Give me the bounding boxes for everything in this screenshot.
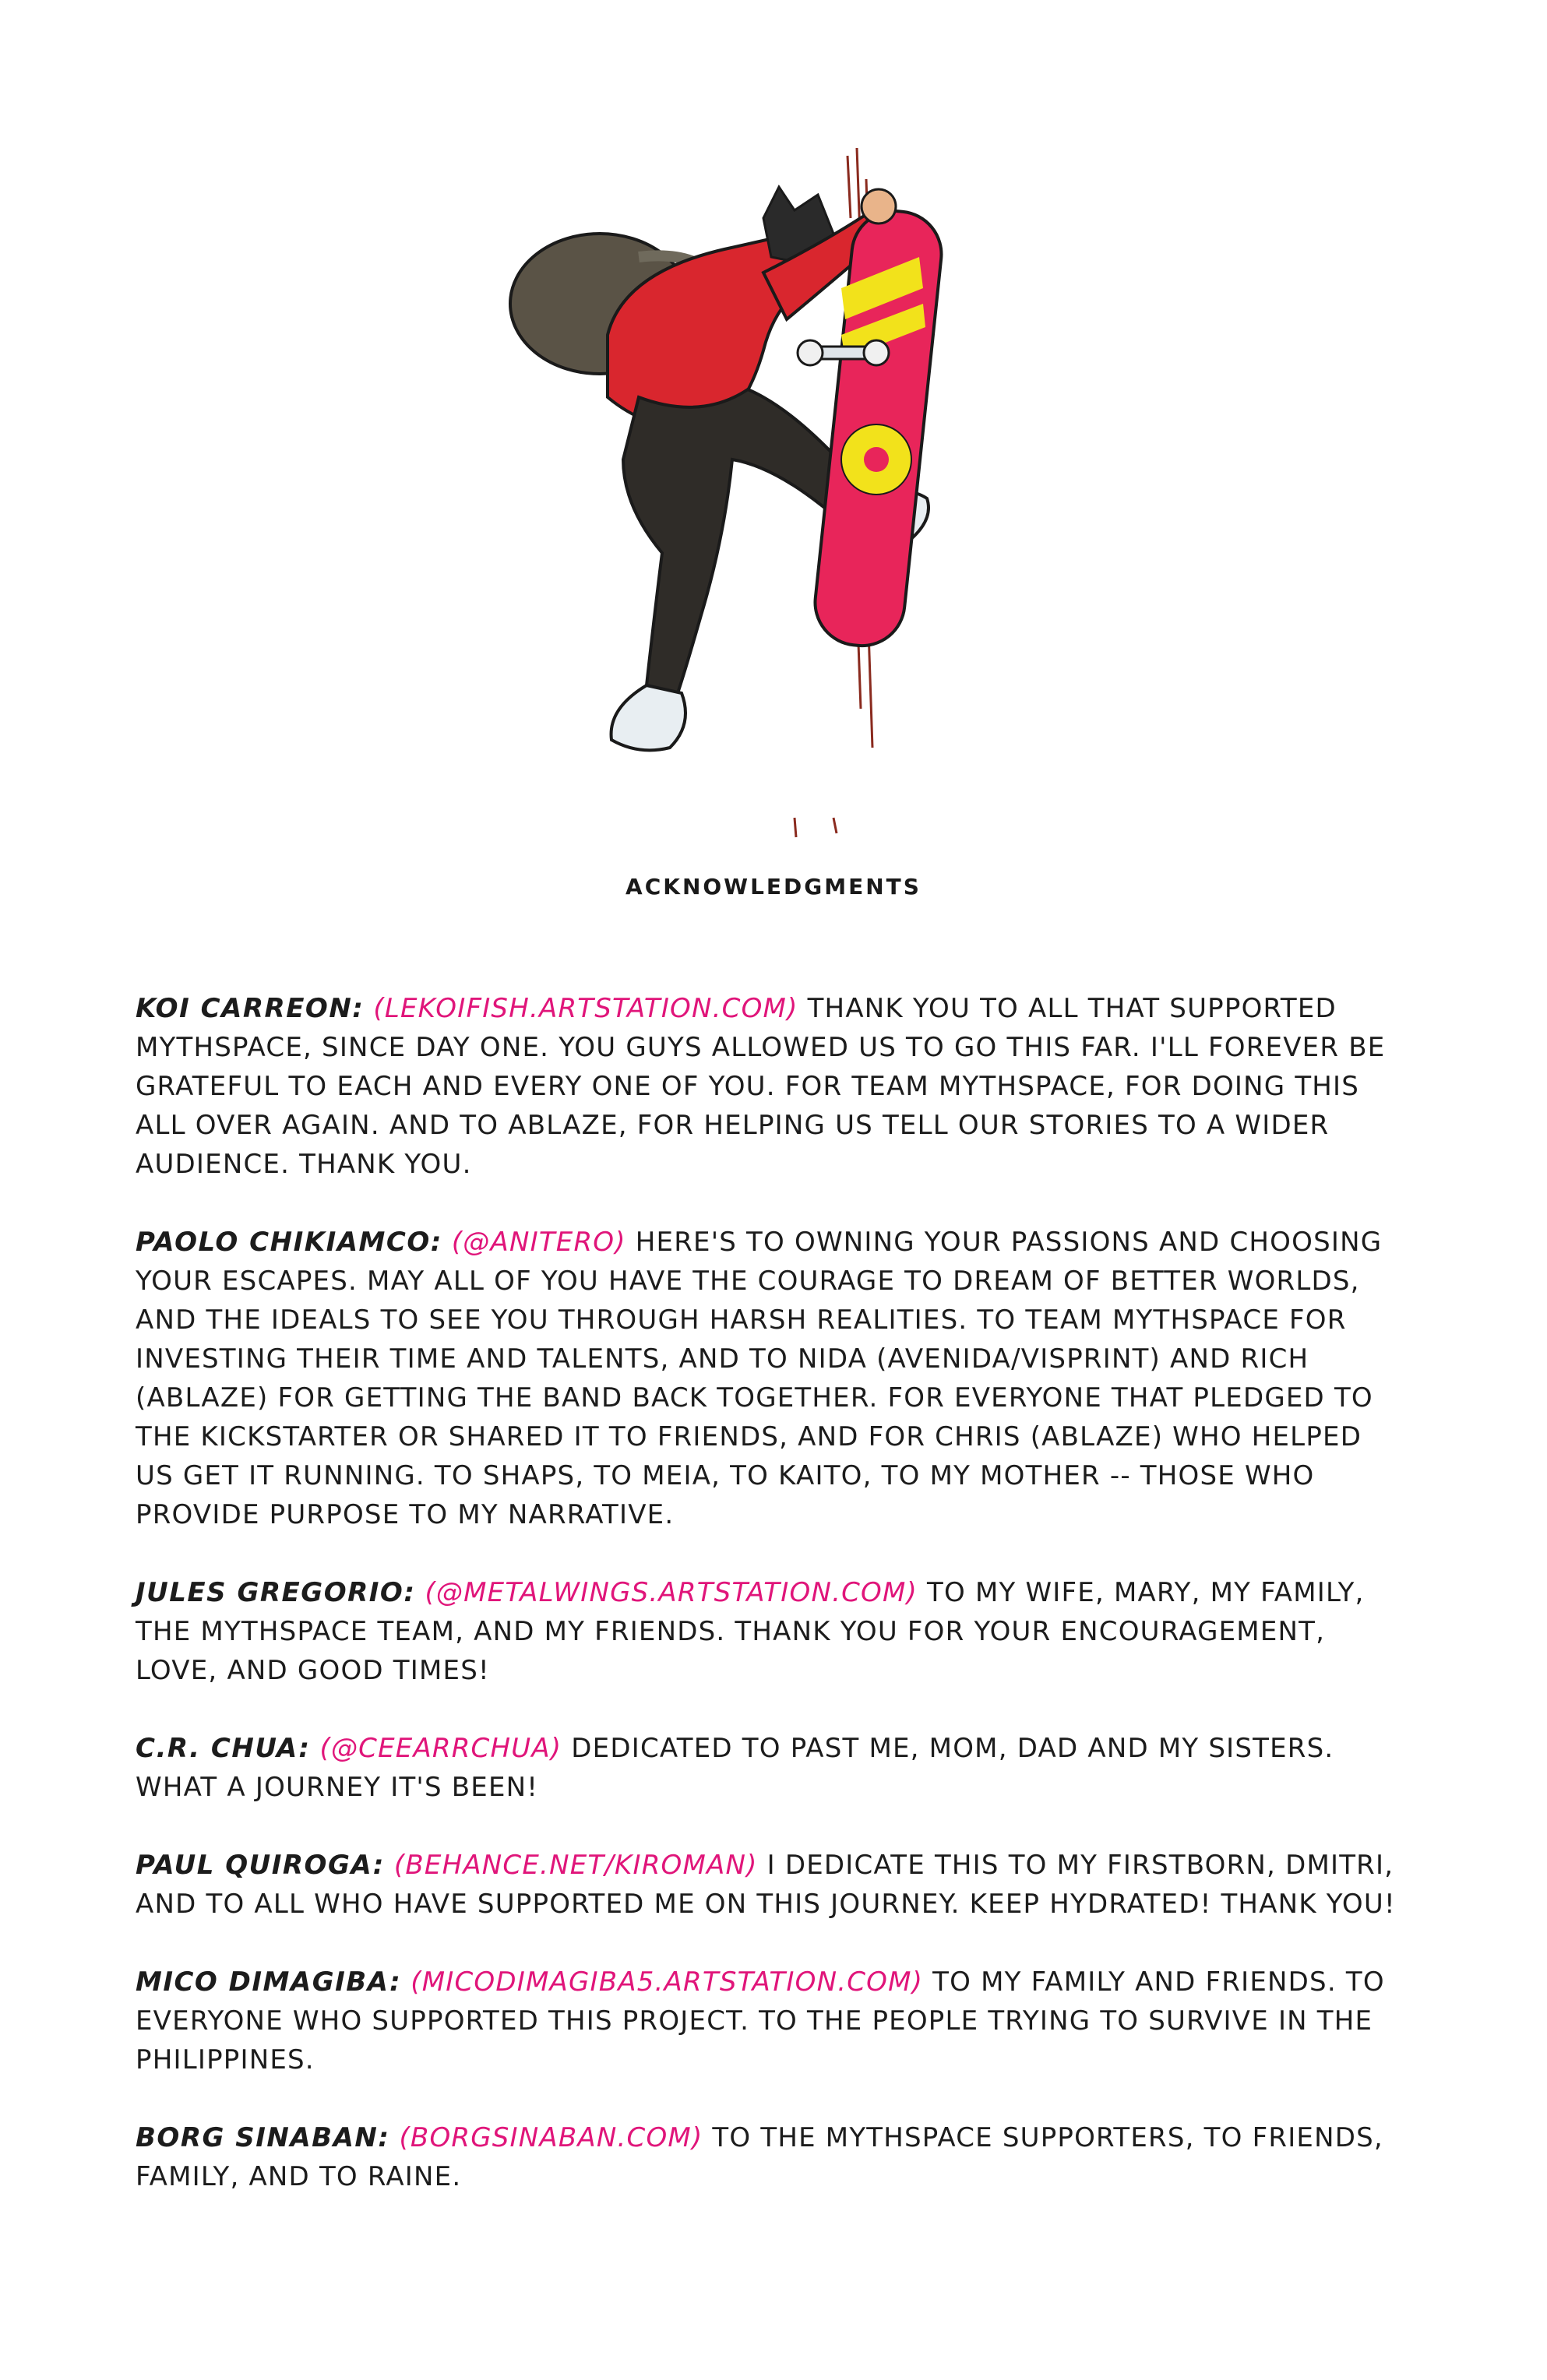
credit-name: PAUL QUIROGA: [136,1850,385,1881]
credit-link[interactable]: (BEHANCE.NET/KIROMAN) [393,1850,758,1881]
credit-text: TO MY FAMILY AND FRIENDS. TO EVERYONE WHO SUPPORTED THIS PROJECT. TO THE PEOPLE TRYING TO SURVIVE IN THE PHILIPPINES. [136,1966,1385,2075]
credit-link[interactable]: (MICODIMAGIBA5.ARTSTATION.COM) [411,1966,924,1998]
credit-entry [136,1729,1397,1807]
credits-list [136,989,1397,2235]
credit-entry [136,2118,1397,2196]
credit-link[interactable]: (@METALWINGS.ARTSTATION.COM) [425,1577,918,1608]
credit-name: KOI CARREON: [136,993,365,1024]
credit-link[interactable]: (BORGSINABAN.COM) [399,2122,703,2153]
hand-shape [862,189,896,224]
credit-text: DEDICATED TO PAST ME, MOM, DAD AND MY SISTERS. WHAT A JOURNEY IT'S BEEN! [136,1733,1334,1803]
credit-link[interactable]: (LEKOIFISH.ARTSTATION.COM) [373,993,798,1024]
credit-name: BORG SINABAN: [136,2122,390,2153]
credit-text: THANK YOU TO ALL THAT SUPPORTED MYTHSPACE, SINCE DAY ONE. YOU GUYS ALLOWED US TO GO THIS FAR. I'LL FOREVER BE GRATEFUL TO EACH AND EVERY ONE OF YOU. FOR TEAM MYTHSPACE, FOR DOING THIS ALL OVER AGAIN. AND TO ABLAZE, FOR HELPING US TELL OUR STORIES TO A WIDER AUDIENCE. THANK YOU. [136,993,1386,1180]
credit-text: TO THE MYTHSPACE SUPPORTERS, TO FRIENDS, FAMILY, AND TO RAINE. [136,2122,1383,2192]
credit-link[interactable]: (@CEEARRCHUA) [319,1733,562,1764]
credit-name: C.R. CHUA: [136,1733,311,1764]
credit-text: TO MY WIFE, MARY, MY FAMILY, THE MYTHSPACE TEAM, AND MY FRIENDS. THANK YOU FOR YOUR ENCOURAGEMENT, LOVE, AND GOOD TIMES! [136,1577,1365,1686]
skateboarder-illustration [467,132,1059,849]
wheel [798,340,823,365]
page-title: acknowledgments [625,866,922,902]
credit-text: I DEDICATE THIS TO MY FIRSTBORN, DMITRI, AND TO ALL WHO HAVE SUPPORTED ME ON THIS JOURNEY. KEEP HYDRATED! THANK YOU! [136,1850,1396,1920]
credit-entry [136,989,1397,1184]
credit-entry [136,1846,1397,1924]
left-shoe [611,685,685,750]
credit-entry [136,1573,1397,1690]
credit-name: JULES GREGORIO: [136,1577,416,1608]
credit-link[interactable]: (@ANITERO) [451,1227,626,1258]
credit-entry [136,1963,1397,2079]
credit-name: PAOLO CHIKIAMCO: [136,1227,442,1258]
credit-name: MICO DIMAGIBA: [136,1966,402,1998]
credit-text: HERE'S TO OWNING YOUR PASSIONS AND CHOOSING YOUR ESCAPES. MAY ALL OF YOU HAVE THE COURAGE TO DREAM OF BETTER WORLDS, AND THE IDEALS TO SEE YOU THROUGH HARSH REALITIES. TO TEAM MYTHSPACE FOR INVESTING THEIR TIME AND TALENTS, AND TO NIDA (AVENIDA/VISPRINT) AND RICH (ABLAZE) FOR GETTING THE BAND BACK TOGETHER. FOR EVERYONE THAT PLEDGED TO THE KICKSTARTER OR SHARED IT TO FRIENDS, AND FOR CHRIS (ABLAZE) WHO HELPED US GET IT RUNNING. TO SHAPS, TO MEIA, TO KAITO, TO MY MOTHER -- THOSE WHO PROVIDE PURPOSE TO MY NARRATIVE. [136,1227,1383,1530]
credit-entry [136,1223,1397,1534]
wheel [864,340,889,365]
